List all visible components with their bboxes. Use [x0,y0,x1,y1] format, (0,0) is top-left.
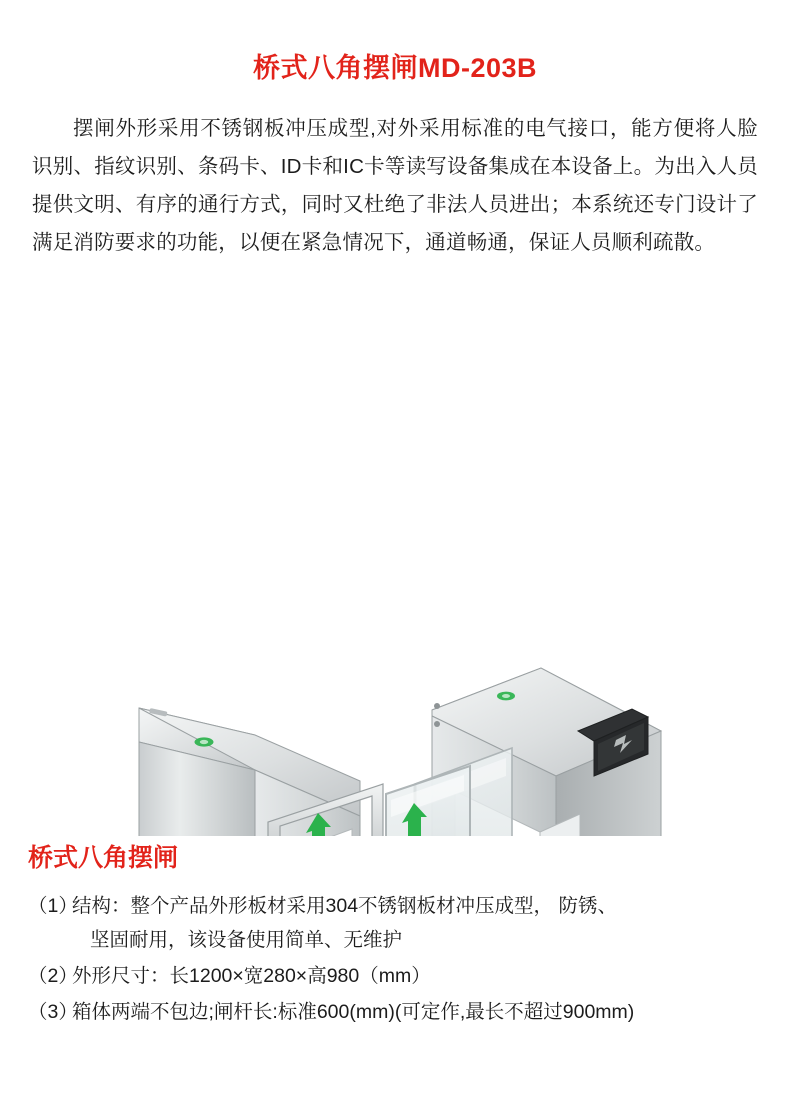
spec-line-1: 结构：整个产品外形板材采用304不锈钢板材冲压成型， 防锈、 [72,894,617,917]
front-cabinet [139,708,360,836]
spec-number: （1） [28,894,78,917]
spec-text [72,959,766,993]
spec-number: （3） [28,1000,78,1023]
spec-line-2: 坚固耐用，该设备使用简单、无维护 [90,928,403,951]
intro-paragraph: 摆闸外形采用不锈钢板冲压成型,对外采用标准的电气接口，能方便将人脸识别、指纹识别、条码卡、ID卡和IC卡等读写设备集成在本设备上。为出入人员提供文明、有序的通行方式，同时又杜绝了非法人员进出；本系统还专门设计了满足消防要求的功能，以便在紧急情况下，通道畅通，保证人员顺利疏散。 [32,117,758,255]
spec-text [72,889,766,957]
spec-line-1: 箱体两端不包边;闸杆长:标准600(mm)(可定作,最长不超过900mm) [72,1000,635,1023]
page-title: 桥式八角摆闸MD-203B [252,53,538,83]
spec-item [28,959,766,993]
product-illustration [0,276,790,836]
spec-item [28,995,766,1029]
section-title: 桥式八角摆闸 [28,844,179,873]
spec-number: （2） [28,964,78,987]
front-glass-panel [386,766,470,836]
spec-list [0,875,790,1030]
spec-item [28,889,766,957]
spec-line-1: 外形尺寸：长1200×宽280×高980（mm） [72,964,431,987]
turnstile-figure [0,276,790,836]
spec-text [72,995,766,1029]
